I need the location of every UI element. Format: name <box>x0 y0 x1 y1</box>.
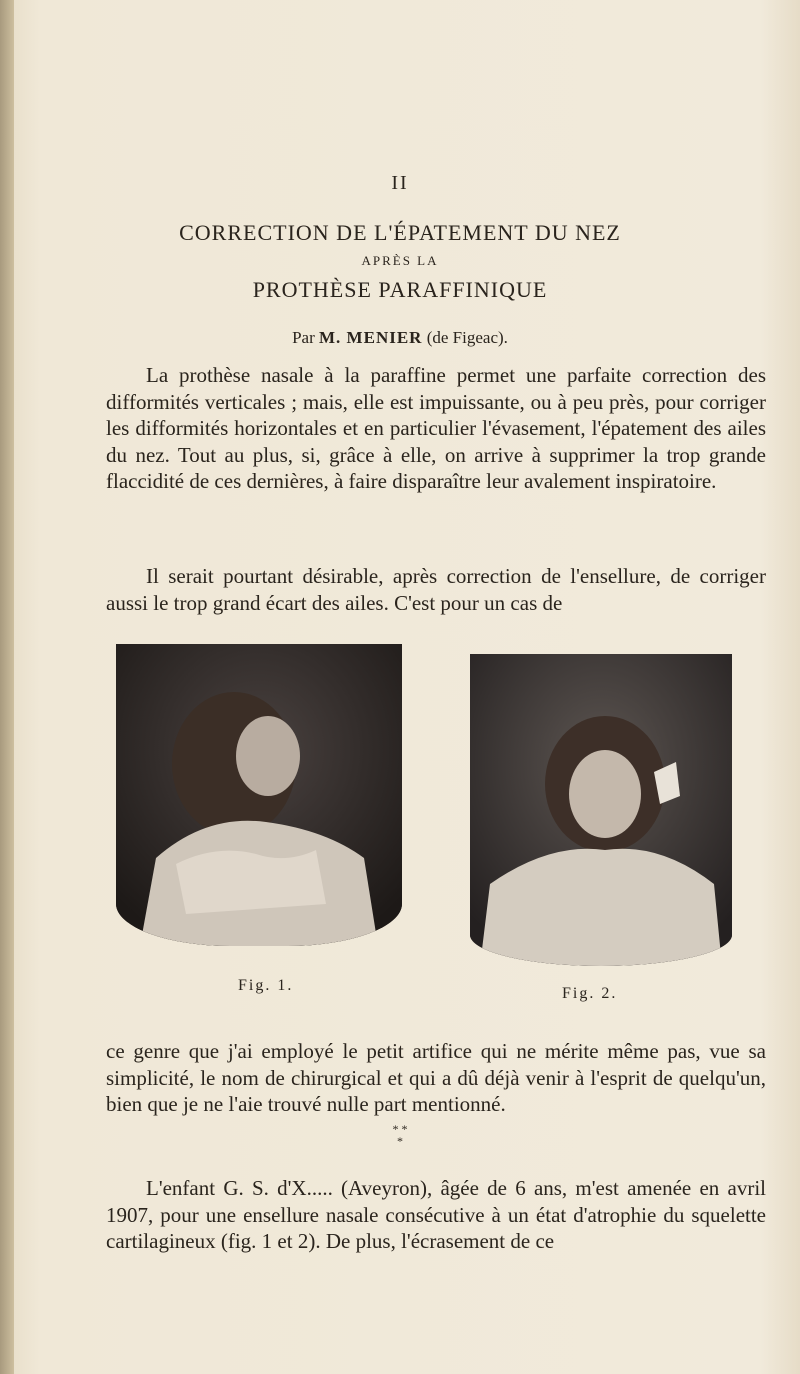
page-binding-edge <box>0 0 14 1374</box>
paragraph-1: La prothèse nasale à la paraffine permet une parfaite correction des difformités verticales ; mais, elle est impuissante, ou à peu près, pour corriger les difformités horizontales et en particulier l'évasement, l'épatement des ailes du nez. Tout au plus, si, grâce à elle, on arrive à supprimer la trop grande flaccidité de ces dernières, à faire disparaître leur avalement inspiratoire. <box>106 363 766 493</box>
asterism-divider <box>0 1123 800 1147</box>
paragraph-2: Il serait pourtant désirable, après correction de l'ensellure, de corriger aussi le trop grand écart des ailes. C'est pour un cas de <box>106 564 766 615</box>
paragraph-4: L'enfant G. S. d'X..... (Aveyron), âgée de 6 ans, m'est amenée en avril 1907, pour une ensellure nasale consécutive à un état d'atrophie du squelette cartilagineux (fig. 1 et 2). De plus, l'écrasement de ce <box>106 1176 766 1253</box>
section-number: II <box>391 172 409 194</box>
article-title-line3: PROTHÈSE PARAFFINIQUE <box>252 277 548 302</box>
figure-1-caption: Fig. 1. <box>238 977 294 994</box>
article-title-line2: APRÈS LA <box>361 253 439 268</box>
paragraph-3: ce genre que j'ai employé le petit artifice qui ne mérite même pas, vue sa simplicité, le nom de chirurgical et qui a dû déjà venir à l'esprit de quelqu'un, bien que je ne l'aie trouvé nulle part mentionné. <box>106 1039 766 1116</box>
figure-1-photo <box>116 644 402 946</box>
byline-prefix: Par <box>292 328 315 347</box>
author-name: M. MENIER <box>319 328 423 347</box>
portrait-profile-illustration <box>116 644 402 946</box>
asterism-top: * * <box>392 1122 408 1136</box>
author-place: (de Figeac). <box>426 328 508 347</box>
article-title-line1: CORRECTION DE L'ÉPATEMENT DU NEZ <box>179 220 621 245</box>
byline <box>0 328 800 348</box>
figure-2-caption: Fig. 2. <box>562 985 618 1002</box>
asterism-bottom: * <box>397 1134 403 1148</box>
figure-2-photo <box>470 654 732 966</box>
portrait-front-illustration <box>470 654 732 966</box>
